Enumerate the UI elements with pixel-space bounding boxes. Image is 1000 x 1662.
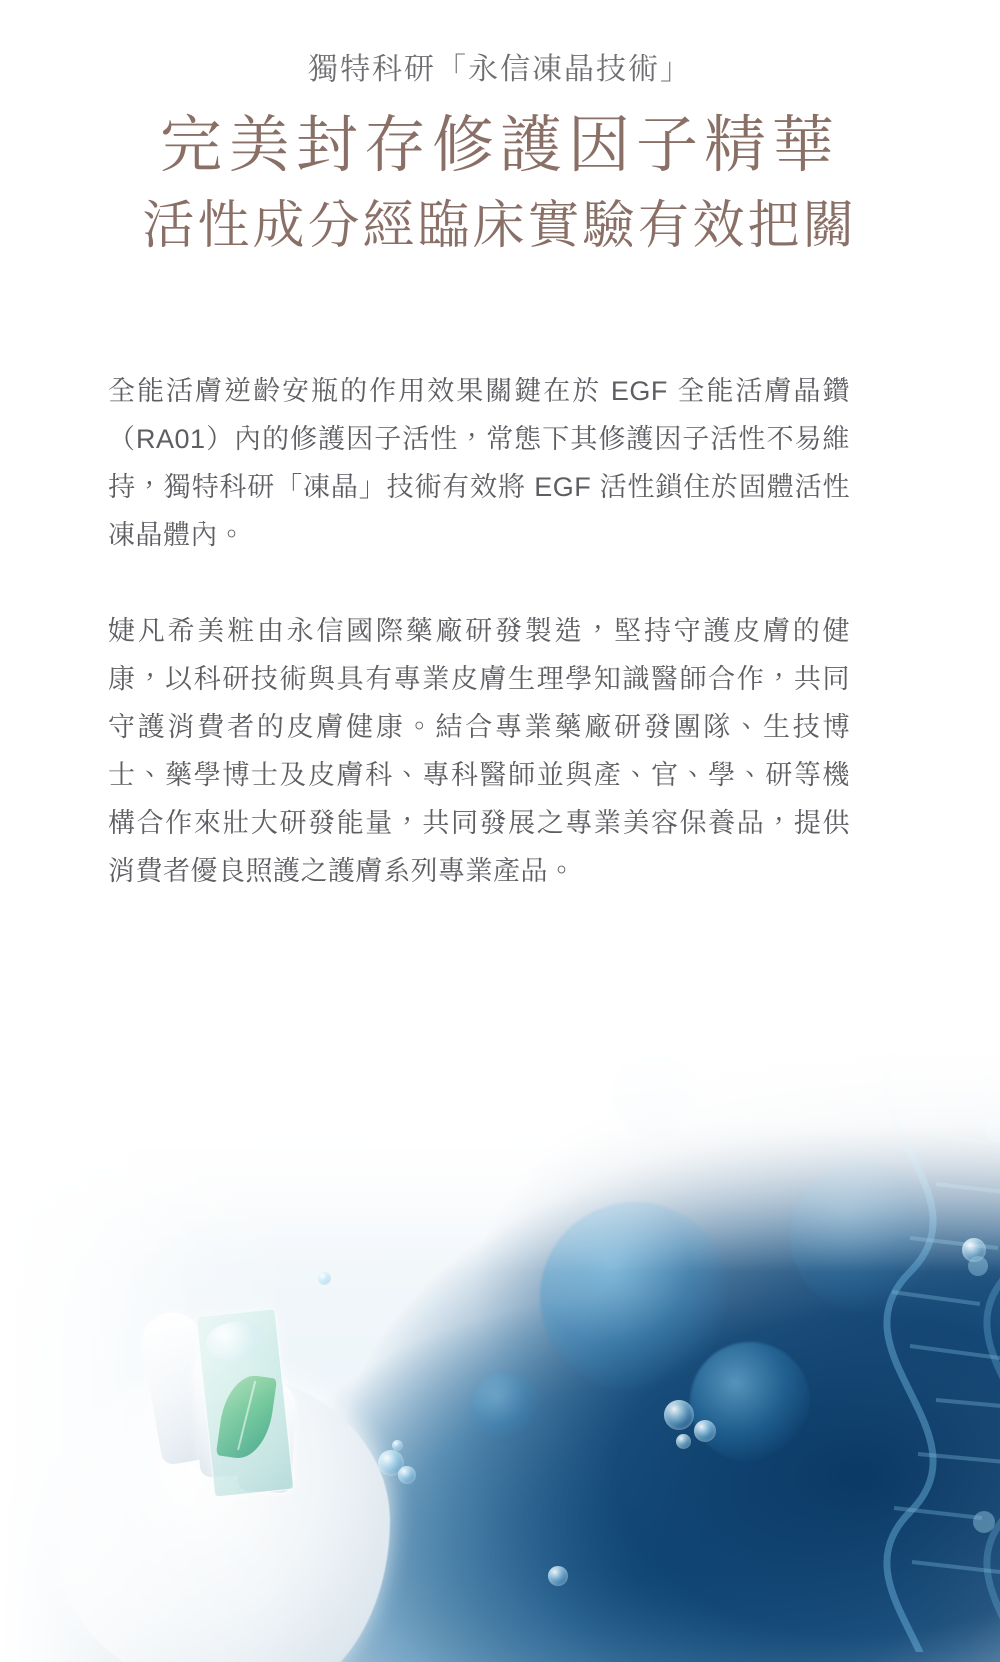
bubble (664, 1400, 694, 1430)
paragraph-1: 全能活膚逆齡安瓶的作用效果關鍵在於 EGF 全能活膚晶鑽（RA01）內的修護因子活性，常態下其修護因子活性不易維持，獨特科研「凍晶」技術有效將 EGF 活性鎖住於固體活性凍晶體內。 (108, 376, 850, 550)
bubble (694, 1420, 716, 1442)
bubble (392, 1440, 403, 1451)
body-copy (108, 340, 850, 922)
photo-left-fade (0, 1042, 300, 1662)
paragraph-2: 婕凡希美粧由永信國際藥廠研發製造，堅持守護皮膚的健康，以科研技術與具有專業皮膚生理學知識醫師合作，共同守護消費者的皮膚健康。結合專業藥廠研發團隊、生技博士、藥學博士及皮膚科、專科醫師並與產、官、學、研等機構合作來壯大研發能量，共同發展之專業美容保養品，提供消費者優良照護之護膚系列專業產品。 (108, 616, 850, 886)
bokeh-glow (690, 1342, 810, 1462)
page-subtitle: 活性成分經臨床實驗有效把關 (142, 197, 858, 256)
page-title: 完美封存修護因子精華 (159, 111, 840, 180)
bubble (548, 1566, 568, 1586)
bokeh-glow (470, 1372, 540, 1442)
bubble (676, 1434, 691, 1449)
bubble (398, 1466, 416, 1484)
eyebrow-text: 獨特科研「永信凍晶技術」 (308, 53, 692, 86)
bubble (318, 1272, 331, 1285)
hero-photo (0, 1042, 1000, 1662)
header (0, 0, 1000, 257)
